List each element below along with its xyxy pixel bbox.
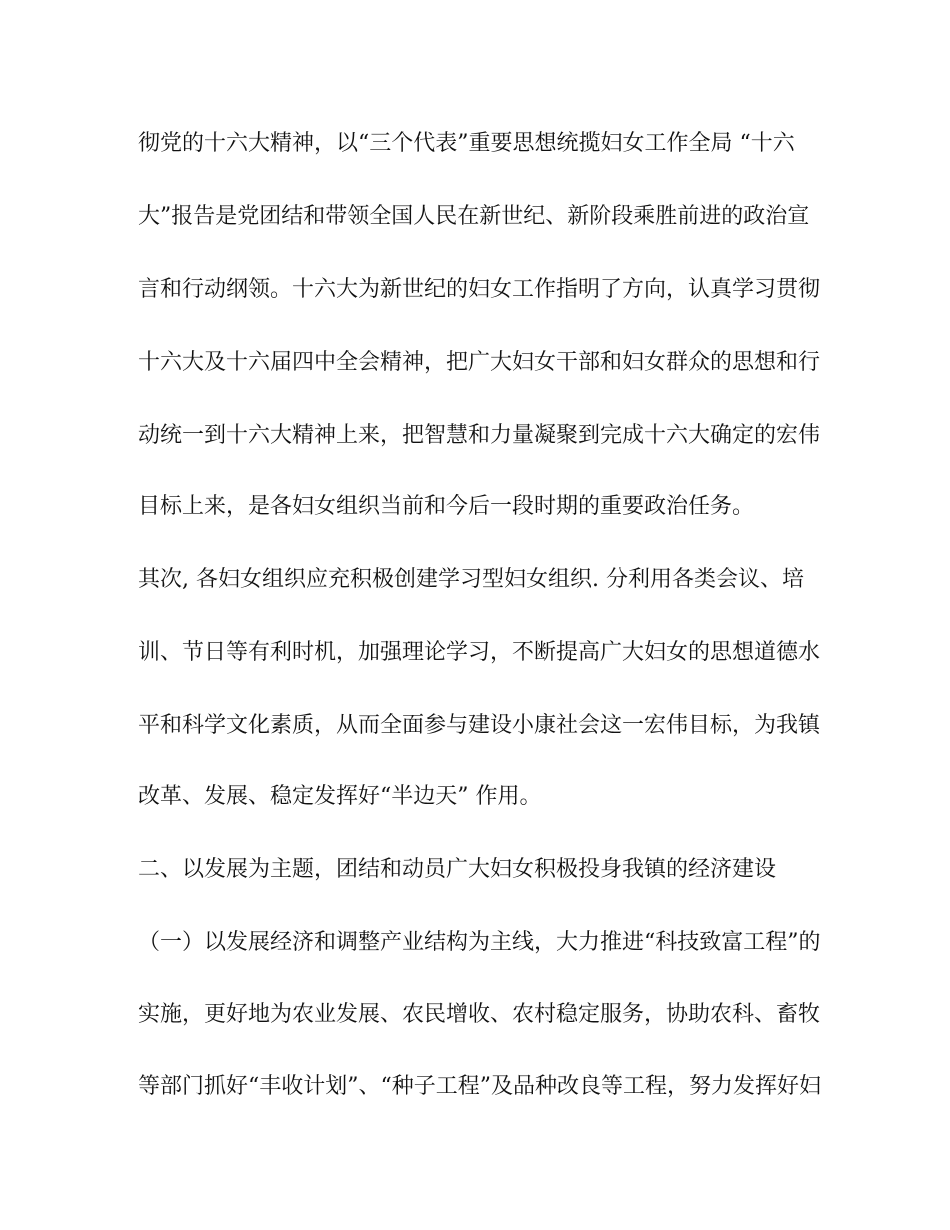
paragraph-line: 改革、发展、稳定发挥好“半边天” 作用。 — [138, 784, 542, 809]
paragraph-line: 十六大及十六届四中全会精神，把广大妇女干部和妇女群众的思想和行 — [138, 350, 821, 375]
paragraph-line: 目标上来，是各妇女组织当前和今后一段时期的重要政治任务。 — [138, 494, 755, 519]
paragraph-line: 实施，更好地为农业发展、农民增收、农村稳定服务，协助农科、畜牧 — [138, 1002, 821, 1027]
paragraph-line: 平和科学文化素质，从而全面参与建设小康社会这一宏伟目标，为我镇 — [138, 713, 821, 738]
paragraph-line: 言和行动纲领。十六大为新世纪的妇女工作指明了方向，认真学习贯彻 — [138, 277, 821, 302]
paragraph-line: 其次, 各妇女组织应充积极创建学习型妇女组织. 分利用各类会议、培 — [138, 567, 804, 592]
paragraph-line: 等部门抓好“丰收计划”、“种子工程”及品种改良等工程，努力发挥好妇 — [138, 1074, 821, 1099]
paragraph-line: （一）以发展经济和调整产业结构为主线，大力推进“科技致富工程”的 — [138, 930, 821, 955]
paragraph-line: 大”报告是党团结和带领全国人民在新世纪、新阶段乘胜前进的政治宣 — [138, 204, 810, 229]
section-heading: 二、以发展为主题，团结和动员广大妇女积极投身我镇的经济建设 — [138, 857, 777, 882]
paragraph-line: 训、节日等有利时机，加强理论学习，不断提高广大妇女的思想道德水 — [138, 640, 821, 665]
paragraph-line: 动统一到十六大精神上来，把智慧和力量凝聚到完成十六大确定的宏伟 — [138, 423, 821, 448]
paragraph-line: 彻党的十六大精神，以“三个代表”重要思想统揽妇女工作全局 “十六 — [138, 131, 795, 156]
